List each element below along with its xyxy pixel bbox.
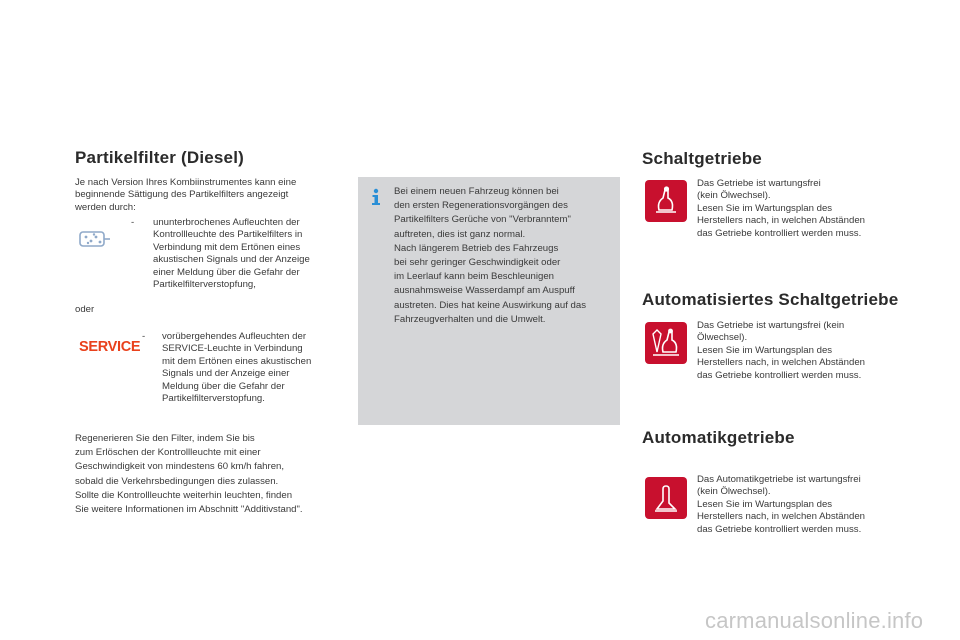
text-line: das Getriebe kontrolliert werden muss. [697,227,862,239]
automatikgetriebe-text [697,474,865,536]
text-line: das Getriebe kontrolliert werden muss. [697,369,862,381]
text-line: Das Getriebe ist wartungsfrei [697,178,821,189]
section-title-schaltgetriebe: Schaltgetriebe [642,149,762,168]
text-line: einer Meldung über die Gefahr der [153,266,300,278]
text-line: (kein Ölwechsel). [697,190,771,202]
section-title-automatikgetriebe: Automatikgetriebe [642,428,795,447]
info-text [394,185,586,327]
text-line: bei sehr geringer Geschwindigkeit oder [394,257,561,269]
oder-text: oder [75,304,95,315]
text-line: Partikelfilterverstopfung, [153,279,256,291]
text-line: Je nach Version Ihres Kombiinstrumentes kann eine [75,177,297,188]
text-line: das Getriebe kontrolliert werden muss. [697,523,862,535]
text-line: Lesen Sie im Wartungsplan des [697,202,833,214]
text-line: werden durch: [75,201,136,213]
text-line: Herstellers nach, in welchen Abständen [697,511,865,523]
text-line: Sollte die Kontrollleuchte weiterhin leuchten, finden [75,489,293,501]
automated-gearbox-icon [645,322,687,364]
text-line: austreten. Dies hat keine Auswirkung auf das [394,299,586,311]
text-line: auftreten, dies ist ganz normal. [394,228,526,240]
text-line: Fahrzeugverhalten und die Umwelt. [394,313,546,325]
text-line: Lesen Sie im Wartungsplan des [697,498,833,510]
list-item-continuous-light [153,217,310,291]
text-line: beginnende Sättigung des Partikelfilters angezeigt [75,189,289,201]
text-line: zum Erlöschen der Kontrollleuchte mit einer [75,447,261,459]
text-line: Verbindung mit dem Ertönen eines [153,241,301,253]
bullet-dash: - [142,331,146,342]
service-warning-icon: SERVICE [79,339,141,355]
bullet-dash: - [131,217,135,228]
intro-paragraph [75,177,296,214]
text-line: Herstellers nach, in welchen Abständen [697,215,865,227]
text-line: Nach längerem Betrieb des Fahrzeugs [394,242,559,254]
particle-filter-warning-icon [79,228,111,250]
text-line: ununterbrochenes Aufleuchten der [153,217,300,228]
text-line: im Leerlauf kann beim Beschleunigen [394,271,554,283]
text-line: Partikelfilterverstopfung. [162,393,265,405]
text-line: Das Getriebe ist wartungsfrei (kein [697,320,845,331]
text-line: Partikelfilters Gerüche von "Verbranntem" [394,214,571,226]
text-line: Meldung über die Gefahr der [162,380,285,392]
text-line: sobald die Verkehrsbedingungen dies zulassen. [75,475,279,487]
section-title-automatisiertes-schaltgetriebe: Automatisiertes Schaltgetriebe [642,290,899,309]
text-line: Signals und der Anzeige einer [162,368,290,380]
text-line: ausnahmsweise Wasserdampf am Auspuff [394,285,575,297]
text-line: Geschwindigkeit von mindestens 60 km/h fahren, [75,461,285,473]
text-line: Herstellers nach, in welchen Abständen [697,357,865,369]
info-icon [368,188,384,206]
schaltgetriebe-text [697,178,865,240]
text-line: vorübergehendes Aufleuchten der [162,331,307,342]
text-line: den ersten Regenerationsvorgängen des [394,200,568,212]
text-line: Bei einem neuen Fahrzeug können bei [394,186,559,197]
text-line: mit dem Ertönen eines akustischen [162,355,312,367]
section-title-partikelfilter: Partikelfilter (Diesel) [75,148,244,167]
manual-gearbox-icon [645,180,687,222]
text-line: Das Automatikgetriebe ist wartungsfrei [697,474,861,485]
text-line: (kein Ölwechsel). [697,486,771,498]
text-line: Ölwechsel). [697,332,748,344]
text-line: Kontrollleuchte des Partikelfilters in [153,229,303,241]
text-line: Lesen Sie im Wartungsplan des [697,344,833,356]
watermark: carmanualsonline.info [705,608,924,633]
text-line: akustischen Signals und der Anzeige [153,254,310,266]
text-line: SERVICE-Leuchte in Verbindung [162,343,303,355]
list-item-service-light [162,331,311,405]
text-line: Sie weitere Informationen im Abschnitt "Additivstand". [75,504,303,516]
automatic-gearbox-icon [645,477,687,519]
text-line: Regenerieren Sie den Filter, indem Sie bis [75,433,255,444]
automatisiertes-text [697,320,865,382]
regeneration-paragraph [75,432,303,517]
